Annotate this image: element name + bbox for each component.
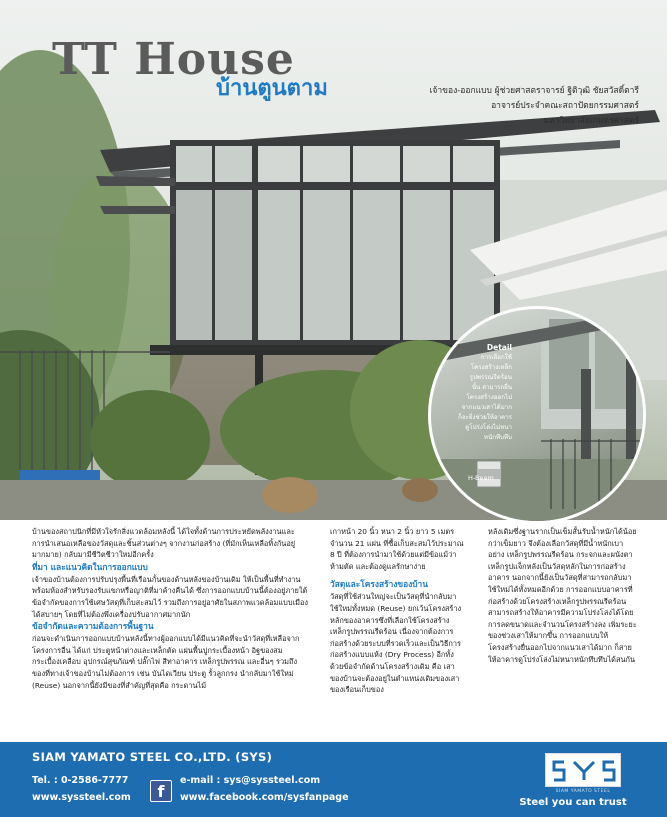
title-thai: บ้านตูนตาม: [216, 76, 328, 101]
constraints-paragraph: ก่อนจะดำเนินการออกแบบบ้านหลังนี้ทางผู้ออกแบบได้มีแนวคิดที่จะนำวัสดุที่เหลือจากโครงการอื่น ได้แก่ ประตูหน้าต่างและเหล็กตัด แผ่นพื้นปูกระเบื้องหน้า อิฐของสม กระเบื้องเคลือบ อุปกรณ์สุขภัณฑ์ ปลั๊กไฟ สีทาอาคาร เหล็กรูปพรรณ และอื่นๆ รวมถึงของที่ทางเจ้าของบ้านไม่ต้องการ เช่น บันไดเวียน ประตู รั้วลูกกรง นำกลับมาใช้ใหม่ (Reuse) นอกจากนี้ยังมีของที่สำคัญที่สุดคือ กระดานไม้: [32, 634, 300, 690]
company-name: SIAM YAMATO STEEL CO.,LTD. (SYS): [32, 750, 273, 764]
email-link[interactable]: e-mail : sys@syssteel.com: [180, 775, 321, 786]
sys-logo-mark: [546, 754, 622, 788]
detail-line: ดูโปร่งโล่งไม่หนา: [465, 424, 512, 431]
detail-line: หนักทึบทึบ: [483, 434, 512, 441]
facebook-icon[interactable]: f: [150, 780, 172, 802]
structure-paragraph: หลังเดิมซึ่งฐานรากเป็นเข็มสั้นรับน้ำหนักได้น้อยกว่าเข็มยาว จึงต้องเลือกวัสดุที่มีน้ำหนักเบา อย่าง เหล็กรูปพรรณรีดร้อน กระจกและผนังตาเหล็กรูปแจ็กหลังเป็นวัสดุหลักในการก่อสร้างอาคาร นอกจากนี้ยังเป็นวัสดุที่สามารถกลับมาใช้ใหม่ได้ทั้งหมดอีกด้วย การออกแบบอาคารที่ก่อสร้างด้วยโครงสร้างเหล็กรูปพรรณรีดร้อนสามารถสร้างให้อาคารมีความโปร่งโล่งได้โดยการลดขนาดและจำนวนโครงสร้างลง เพิ่มระยะของช่วงเสาให้มากขึ้น การออกแบบให้โครงสร้างยื่นออกไปจากแนวเสาได้มาก ก็สายให้อาคารดูโปร่งโล่งไม่หนาหนักทึบทึบได้สนกัน: [488, 527, 637, 664]
section-heading-concept: ที่มา และแนวคิดในการออกแบบ: [32, 561, 148, 572]
detail-line: นั้น สามารถยื่น: [471, 384, 512, 391]
credit-line: มหาวิทยาลัยเกษตรศาสตร์: [543, 116, 639, 126]
tagline: Steel you can trust: [519, 797, 627, 808]
h-beam-label: H-Beam: [468, 474, 494, 482]
title-english: TT House: [52, 34, 295, 85]
detail-line: การเลือกใช้: [480, 354, 512, 361]
detail-line: โครงสร้างเหล็ก: [470, 364, 512, 371]
article-column-1: [32, 526, 310, 691]
detail-line: ก็จะยิ่งช่วยให้อาคาร: [458, 414, 512, 421]
detail-caption: [452, 343, 512, 443]
detail-line: โครงสร้างออกไป: [466, 394, 512, 401]
credit-line: อาจารย์ประจำคณะสถาปัตยกรรมศาสตร์: [491, 101, 639, 111]
credit-line: เจ้าของ-ออกแบบ ผู้ช่วยศาสตราจารย์ ฐิติวุฒิ ชัยสวัสดิ์ตารี: [429, 86, 639, 96]
telephone: Tel. : 0-2586-7777: [32, 775, 129, 786]
detail-line: รูปพรรณรีดร้อน: [469, 374, 512, 381]
sys-logo: [545, 753, 621, 787]
credit-block: [389, 84, 639, 129]
website-link[interactable]: www.syssteel.com: [32, 792, 131, 803]
detail-label: Detail: [486, 343, 512, 352]
materials-paragraph: วัสดุที่ใช้ส่วนใหญ่จะเป็นวัสดุที่นำกลับมาใช้ใหม่ทั้งหมด (Reuse) ยกเว้นโครงสร้างหลักของอาคารซึ่งที่เลือกใช้โครงสร้างเหล็กรูปพรรณรีดร้อน เนื่องจากต้องการก่อสร้างด้วยระบบที่รวดเร็วและเป็นวิธีการก่อสร้างแบบแห้ง (Dry Process) อีกทั้งด้วยข้อจำกัดด้านโครงสร้างเดิม คือ เสาของบ้านจะต้องอยู่ในตำแหน่งเดิมของเสาของเรือนเก็บของ: [330, 592, 462, 695]
article-column-3: [488, 526, 638, 665]
logo-subtitle: SIAM YAMATO STEEL: [555, 789, 611, 794]
detail-line: จากแนวเสาได้มาก: [461, 404, 512, 411]
intro-paragraph: บ้านของสถาปนิกที่มีหัวใจรักสิ่งแวดล้อมหลังนี้ ได้ใจทั้งด้านการประหยัดพลังงานและการนำเสนอเหลือของวัสดุและชิ้นส่วนต่างๆ จากงานก่อสร้าง (ที่มักเห็นเหลือทิ้งกันอยู่มากมาย) กลับมามีชีวิตชีวาใหม่อีกครั้ง: [32, 527, 296, 560]
concept-paragraph: เจ้าของบ้านต้องการปรับปรุงพื้นที่เรือนกั้นของด้านหลังของบ้านเดิม ให้เป็นพื้นที่ทำงาน พร้อมห้องสำหรับรองรับแขกหรือญาติที่มาค้างคืนได้ ซึ่งการออกแบบบ้านนี้ต้องอยู่ภายใต้ข้อจำกัดของการใช้เศษวัสดุที่เก็บสะสมไว้ รวมถึงการอยู่อาศัยในสภาพแวดล้อมแบบเมืองได้สบายๆ โดยที่ไม่ต้องพึ่งเครื่องปรับอากาศมากนัก: [32, 574, 309, 619]
sponsor-footer: [0, 742, 667, 817]
section-heading-materials: วัสดุและโครงสร้างของบ้าน: [330, 579, 428, 590]
article-body: [0, 520, 667, 742]
article-column-2: [330, 526, 464, 696]
section-heading-constraints: ข้อจำกัดและความต้องการพื้นฐาน: [32, 621, 154, 632]
continued-paragraph: เกาหน้า 20 นิ้ว หนา 2 นิ้ว ยาว 5 เมตร จำนวน 21 แผ่น ที่ซื้อเก็บสะสมไว้ประมาณ 8 ปี ที่ต้องการนำมาใช้ด้วยแต่มีข้อแม้ว่าห้ามตัด และต้องดูแลรักษาง่าย: [330, 527, 464, 571]
facebook-link[interactable]: www.facebook.com/sysfanpage: [180, 792, 349, 803]
